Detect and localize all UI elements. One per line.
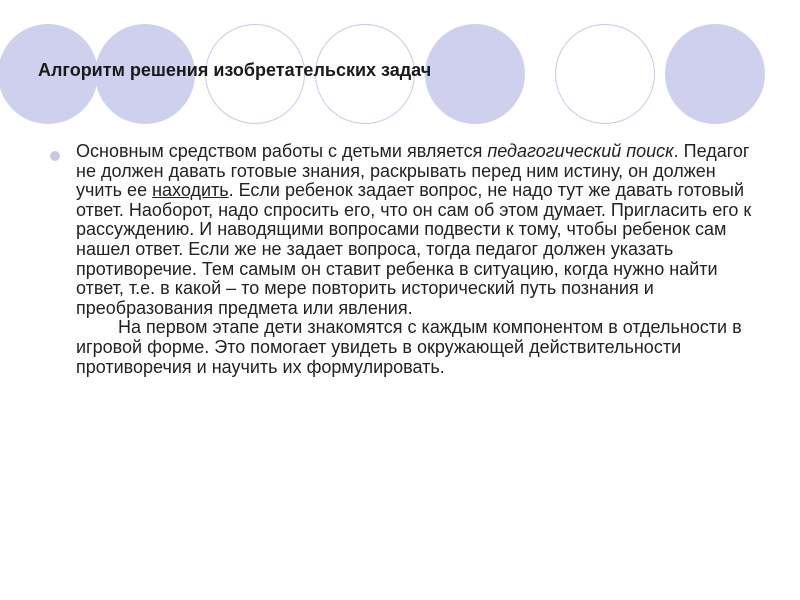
body-italic-term: педагогический поиск (487, 141, 674, 161)
body-underlined-word: находить (152, 180, 229, 201)
circle-icon (555, 24, 655, 124)
circle-icon (665, 24, 765, 124)
slide-title (38, 60, 431, 81)
title-text: Алгоритм решения изобретательских задач (38, 60, 432, 80)
body-text-block (50, 142, 770, 377)
body-sentence: На первом этапе дети знакомятся с каждым компонентом в отдельности в игровой форме. Это помогает увидеть в окружающей действительности противоречия и научить их формулировать. (76, 317, 742, 377)
body-sentence: . Если ребенок задает вопрос, не надо тут же давать готовый ответ. Наоборот, надо спросить его, что он сам об этом думает. Пригласить его к рассуждению. И наводящими вопросами подвести к тому, чтобы ребенок сам нашел ответ. Если же не задает вопроса, тогда педагог должен указать противоречие. Тем самым он ставит ребенка в ситуацию, когда нужно найти ответ, т.е. в какой – то мере повторить исторический путь познания и преобразования предмета или явления. (76, 180, 752, 318)
circle-bullet-icon (50, 151, 60, 161)
body-paragraph (76, 142, 756, 377)
circle-icon (425, 24, 525, 124)
body-sentence: Основным средством работы с детьми является (76, 141, 488, 161)
body-sentence: . Педагог не должен давать готовые знания, раскрывать перед ним истину, он должен учить ее (76, 141, 750, 201)
